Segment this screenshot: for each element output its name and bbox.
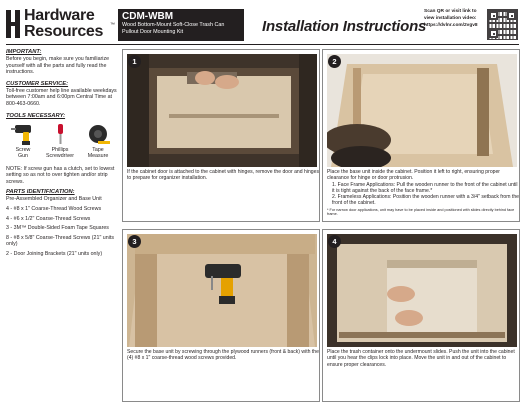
tool-item	[8, 122, 38, 159]
step-4-photo	[327, 234, 517, 347]
logo-text-line1: Hardware	[24, 7, 95, 24]
step-number: 3	[128, 235, 141, 248]
model-description-line2: Pullout Door Mounting Kit	[122, 28, 184, 35]
step-caption: Place the trash container onto the undermount slides. Push the unit into the cabinet until you hear the clips lock into place. Move the unit in and out of the cabinet to ensure proper clearances.	[327, 349, 515, 368]
tool-item	[82, 122, 114, 159]
important-heading: IMPORTANT:	[6, 49, 42, 55]
logo-text-line2: Resources	[24, 23, 104, 40]
tool-label-line2: Gun	[17, 152, 28, 159]
qr-code-icon[interactable]	[487, 9, 518, 40]
logo-mark-icon	[6, 10, 20, 38]
step-panel-3	[122, 229, 320, 402]
step-3-photo	[127, 234, 317, 347]
model-title-box	[118, 9, 244, 41]
step-caption	[327, 169, 519, 217]
step-panel-2	[322, 49, 520, 222]
tools-list	[6, 122, 118, 164]
tools-note: NOTE: If screw gun has a clutch, set to lowest setting so as not to over tighten and/or strip screws.	[6, 165, 115, 185]
step-2-footnote: * For narrow door applications, unit may have to be placed inside and positioned with slides directly behind face frame.	[327, 207, 515, 217]
tool-label-line1: Screw	[15, 146, 31, 153]
step-1-photo	[127, 54, 317, 167]
step-2-item: 1. Face Frame Applications: Pull the wooden runner to the front of the cabinet until it is tight against the back of the face frame.*	[332, 181, 518, 194]
brand-logo	[6, 8, 114, 42]
model-description-line1: Wood Bottom-Mount Soft-Close Trash Can	[122, 22, 225, 28]
part-item: 3 - 3M™ Double-Sided Foam Tape Squares	[6, 225, 109, 232]
parts-list	[6, 196, 118, 257]
step-caption: Secure the base unit by screwing through the plywood runners (front & back) with the (4) #8 x 1" coarse-thread wood screws provided.	[127, 349, 319, 362]
step-2-photo	[327, 54, 517, 167]
tool-label-line1: Tape	[92, 146, 104, 153]
part-item: 4 - #8 x 1" Coarse-Thread Wood Screws	[6, 205, 102, 212]
qr-text-line2: view installation video:	[424, 15, 477, 21]
part-item: Pre-Assembled Organizer and Base Unit	[6, 196, 102, 203]
qr-text-line1: Scan QR or visit link to	[424, 9, 477, 14]
customer-service-text: Toll-free customer help line available weekdays between 7:00am and 6:00pm Central Time at 800-463-0660.	[6, 87, 117, 107]
page-title: Installation Instructions	[262, 18, 427, 35]
important-text: Before you begin, make sure you familiarize yourself with all the parts and fully read the instructions.	[6, 56, 110, 76]
customer-service-heading: CUSTOMER SERVICE:	[6, 80, 69, 87]
step-panel-4	[322, 229, 520, 402]
step-number: 2	[328, 55, 341, 68]
screwdriver-icon	[46, 122, 74, 146]
part-item: 4 - #6 x 1/2" Coarse-Thread Screws	[6, 215, 91, 222]
step-panel-1	[122, 49, 320, 222]
logo-trademark: ™	[110, 22, 115, 28]
tools-heading: TOOLS NECESSARY:	[6, 112, 66, 119]
part-item: 2 - Door Joining Brackets (21" units only)	[6, 250, 103, 257]
part-item: 8 - #8 x 5/8" Coarse-Thread Screws (21" units only)	[6, 234, 114, 248]
step-2-text: Place the base unit inside the cabinet. Position it left to right, ensuring proper clearance for hinge or door protrusion.	[327, 169, 501, 182]
header-divider	[6, 44, 519, 45]
parts-heading: PARTS IDENTIFICATION:	[6, 189, 75, 196]
step-number: 1	[128, 55, 141, 68]
step-2-list	[327, 182, 519, 207]
sidebar	[6, 46, 118, 261]
tool-item	[42, 122, 78, 159]
qr-instructions	[424, 9, 486, 29]
qr-link[interactable]: https://dvlnr.com/2vgv8	[424, 22, 478, 28]
step-caption: If the cabinet door is attached to the cabinet with hinges, remove the door and hinges to prepare for organizer installation.	[127, 169, 319, 182]
screw-gun-icon	[9, 122, 37, 146]
tool-label-line2: Measure	[87, 152, 109, 159]
step-2-item: 2. Frameless Applications: Position the wooden runner with a 3/4" setback from the front of the cabinet.	[332, 194, 519, 207]
tool-label-line2: Screwdriver	[46, 152, 74, 159]
tool-label-line1: Phillips	[51, 146, 69, 153]
tape-measure-icon	[84, 122, 112, 146]
step-number: 4	[328, 235, 341, 248]
model-code: CDM-WBM	[122, 11, 174, 22]
